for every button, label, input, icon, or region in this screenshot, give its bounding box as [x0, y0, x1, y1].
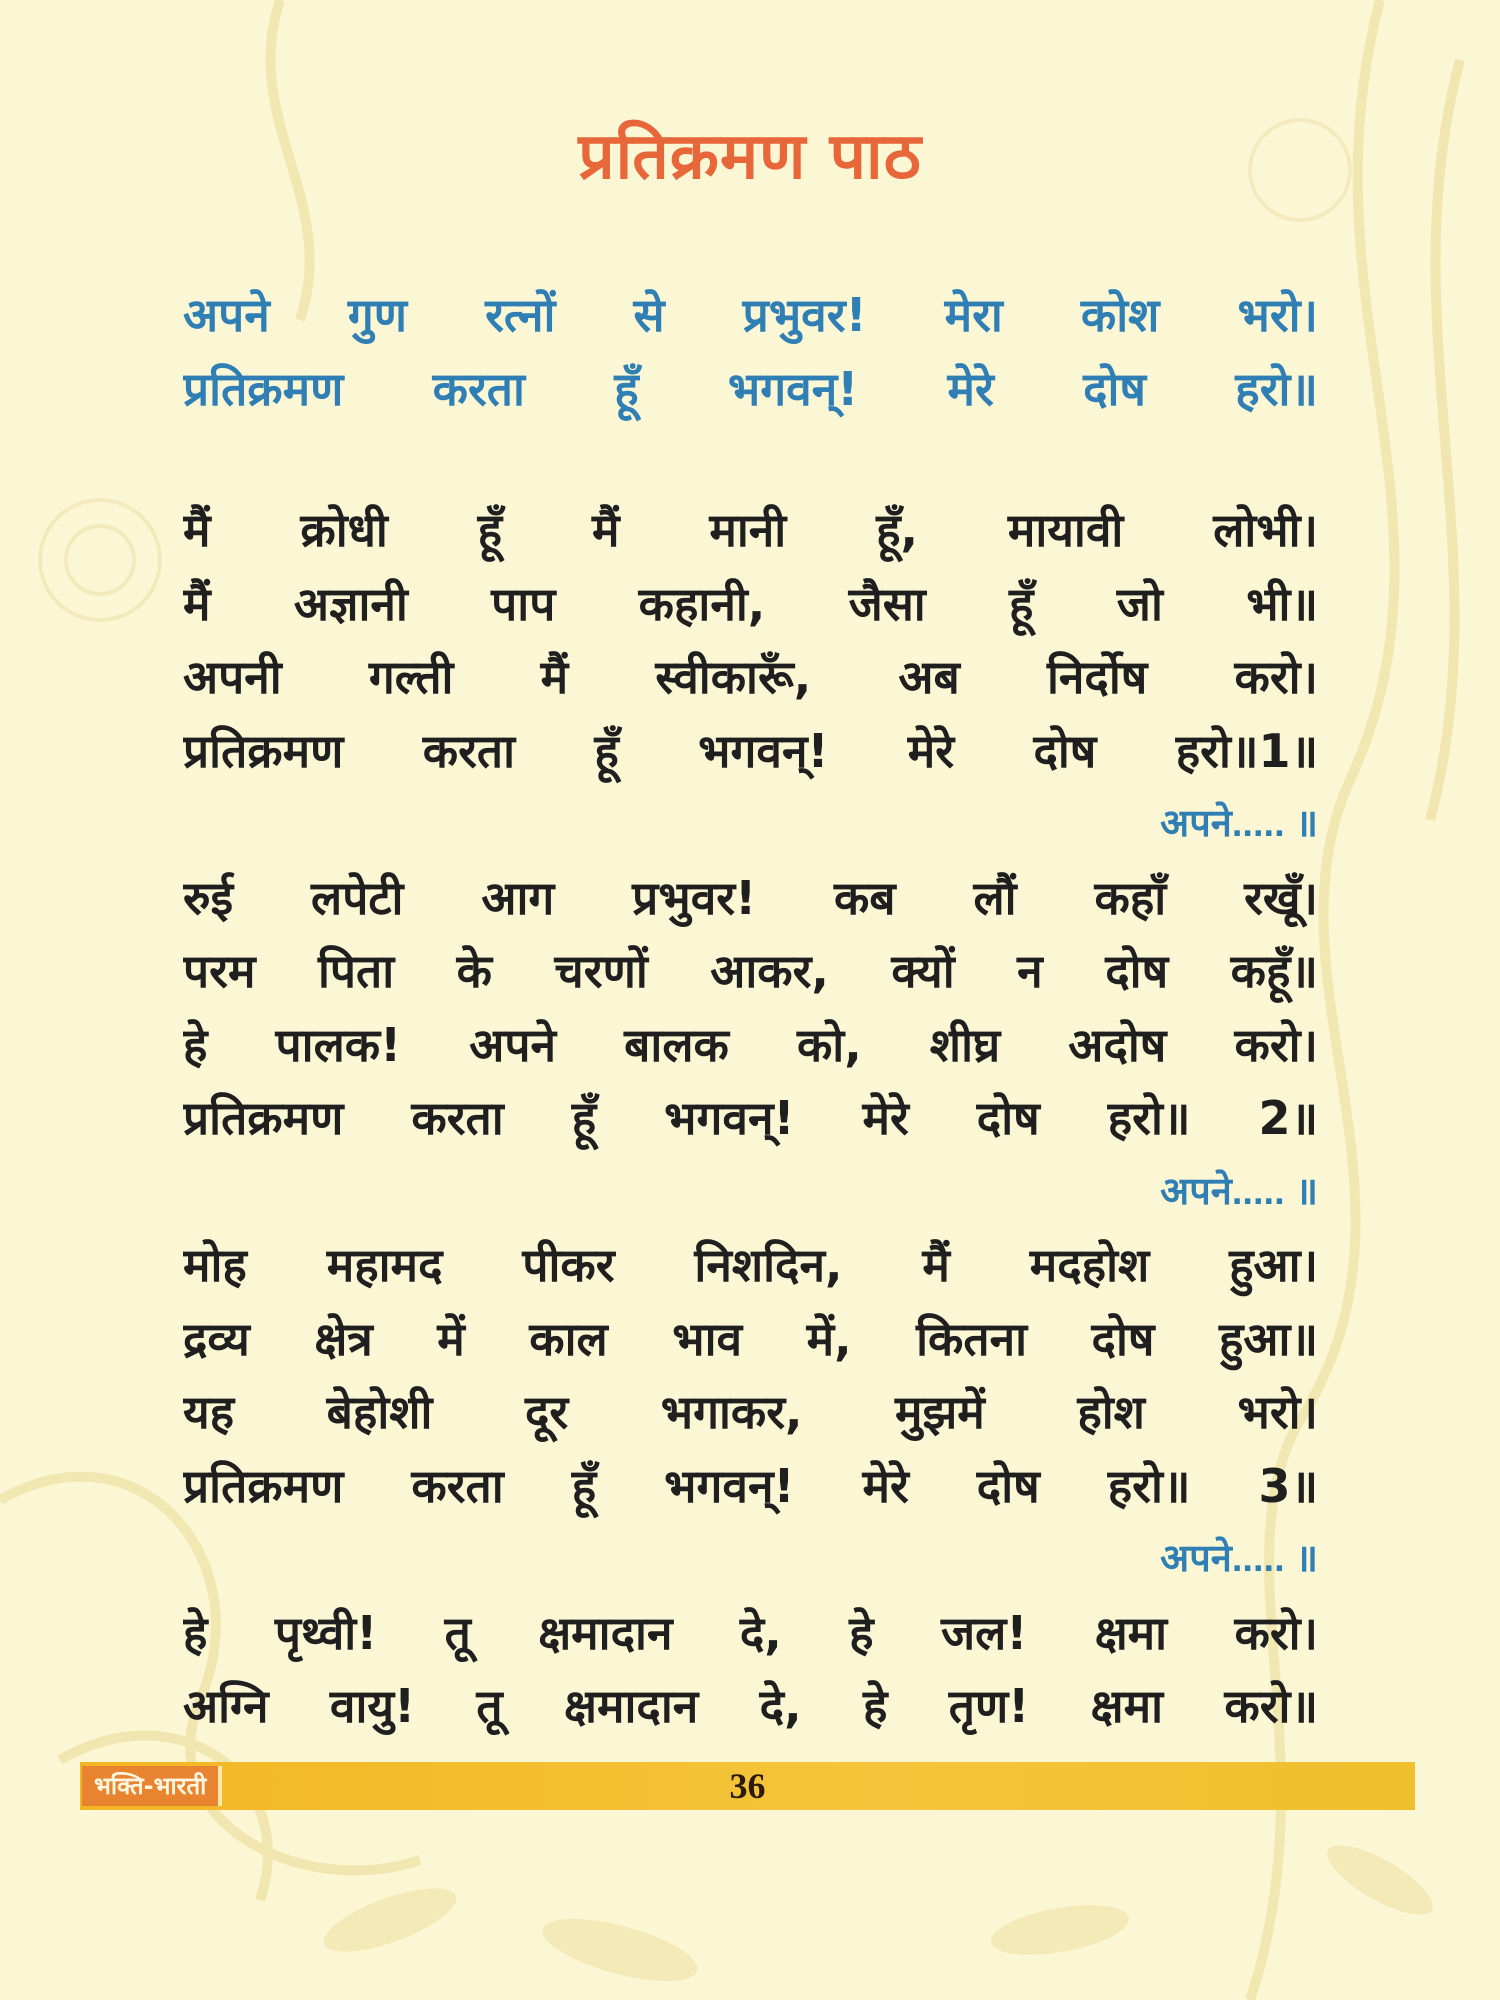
verse-line: हे पृथ्वी! तू क्षमादान दे, हे जल! क्षमा करो।	[183, 1605, 1318, 1660]
stanza-4	[183, 1597, 1318, 1744]
verse-line: यह बेहोशी दूर भगाकर, मुझमें होश भरो।	[183, 1385, 1318, 1439]
verse-line: मैं अज्ञानी पाप कहानी, जैसा हूँ जो भी॥	[183, 576, 1318, 631]
verse-line: प्रतिक्रमण करता हूँ भगवन्! मेरे दोष हरो॥ 3॥	[183, 1458, 1318, 1513]
verses	[183, 494, 1318, 1744]
footer-bar	[80, 1762, 1415, 1810]
refrain-line: प्रतिक्रमण करता हूँ भगवन्! मेरे दोष हरो॥	[183, 362, 1318, 416]
refrain-repeat: अपने..... ॥	[1160, 1538, 1318, 1580]
refrain-repeat: अपने..... ॥	[1160, 803, 1318, 845]
page-number: 36	[729, 1766, 766, 1806]
book-name: भक्ति-भारती	[82, 1766, 222, 1806]
page-title: प्रतिक्रमण पाठ	[578, 120, 922, 194]
stanza-1	[183, 494, 1318, 862]
verse-line: प्रतिक्रमण करता हूँ भगवन्! मेरे दोष हरो॥ 2॥	[183, 1091, 1318, 1145]
refrain	[183, 278, 1318, 426]
stanza-2	[183, 862, 1318, 1230]
verse-line: द्रव्य क्षेत्र में काल भाव में, कितना दोष हुआ॥	[183, 1311, 1318, 1366]
verse-line: प्रतिक्रमण करता हूँ भगवन्! मेरे दोष हरो॥1॥	[183, 723, 1318, 778]
verse-line: अपनी गल्ती मैं स्वीकारूँ, अब निर्दोष करो।	[183, 650, 1318, 704]
verse-line: परम पिता के चरणों आकर, क्यों न दोष कहूँ॥	[183, 944, 1318, 998]
verse-line: मैं क्रोधी हूँ मैं मानी हूँ, मायावी लोभी।	[183, 503, 1318, 557]
verse-line: रुई लपेटी आग प्रभुवर! कब लौं कहाँ रखूँ।	[183, 870, 1318, 925]
stanza-3	[183, 1229, 1318, 1597]
verse-line: हे पालक! अपने बालक को, शीघ्र अदोष करो।	[183, 1017, 1318, 1072]
verse-line: मोह महामद पीकर निशदिन, मैं मदहोश हुआ।	[183, 1238, 1318, 1292]
verse-line: अग्नि वायु! तू क्षमादान दे, हे तृण! क्षमा करो॥	[183, 1679, 1318, 1733]
refrain-line: अपने गुण रत्नों से प्रभुवर! मेरा कोश भरो।	[183, 288, 1318, 342]
refrain-repeat: अपने..... ॥	[1160, 1170, 1318, 1213]
